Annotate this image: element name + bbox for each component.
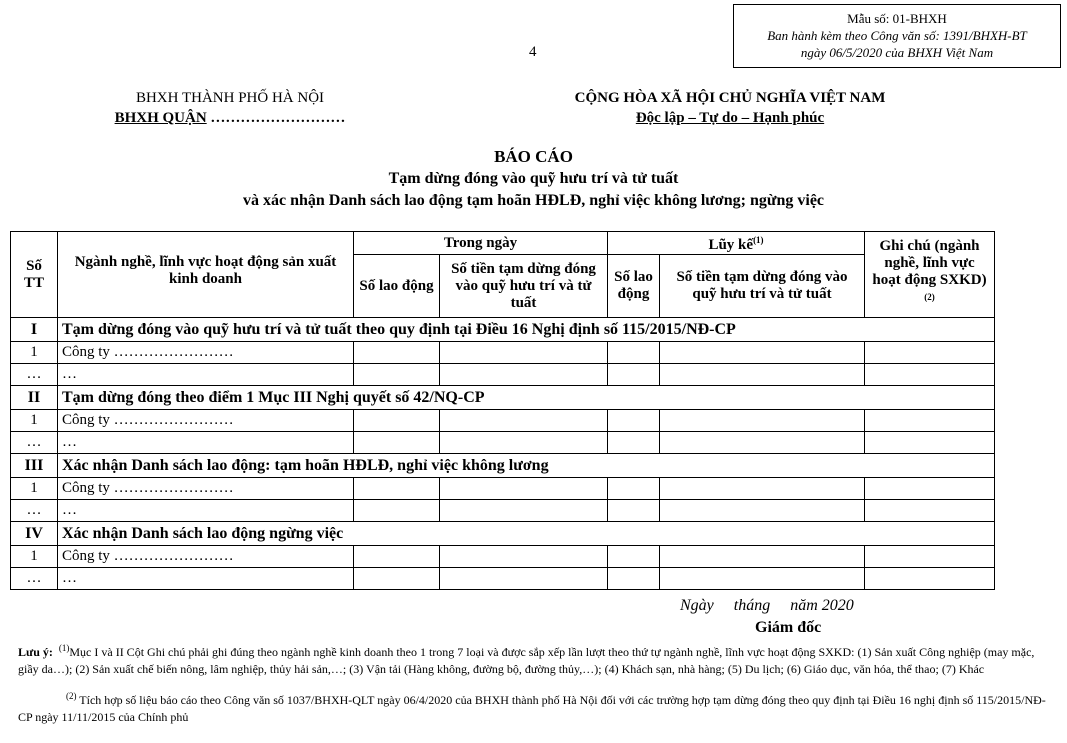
cell-notes bbox=[865, 500, 995, 522]
cell-amount-day bbox=[440, 568, 608, 590]
report-title: BÁO CÁO bbox=[494, 147, 573, 166]
header-notes-label: Ghi chú (ngành nghề, lĩnh vực hoạt động SXKD) bbox=[872, 238, 987, 288]
header-cumulative-label: Lũy kế bbox=[708, 237, 754, 253]
cell-amount-cum bbox=[660, 546, 865, 568]
cell-workers bbox=[354, 410, 440, 432]
row-company: Công ty …………………… bbox=[58, 410, 354, 432]
cell-amount-cum bbox=[660, 410, 865, 432]
cell-amount-day bbox=[440, 500, 608, 522]
report-subtitle-2: và xác nhận Danh sách lao động tạm hoãn HĐLĐ, nghỉ việc không lương; ngừng việc bbox=[242, 192, 825, 209]
cell-workers-cum bbox=[608, 500, 660, 522]
cell-amount-day bbox=[440, 478, 608, 500]
cell-workers bbox=[354, 546, 440, 568]
note-2 bbox=[18, 688, 1058, 726]
note-1-text: Mục I và II Cột Ghi chú phải ghi đúng theo ngành nghề kinh doanh theo 1 trong 7 loại và được sắp xếp lần lượt theo thứ tự ngành nghề, lĩnh vực hoạt động SXKD: (1) Sản xuất Công nghiệp (may mặc, giầy da…); (2) Sản xuất chế biến nông, lâm nghiệp, thủy hải sản,…; (3) Vận tải (Hàng không, đường bộ, đường thủy,…); (4) Khách sạn, nhà hàng; (5) Du lịch; (6) Giáo dục, văn hóa, thể thao; (7) Khác bbox=[18, 645, 1035, 676]
row-company: Công ty …………………… bbox=[58, 478, 354, 500]
country-name: CỘNG HÒA XÃ HỘI CHỦ NGHĨA VIỆT NAM bbox=[574, 90, 886, 106]
cell-workers-cum bbox=[608, 478, 660, 500]
header-workers-cum: Số lao động bbox=[608, 255, 660, 318]
national-header bbox=[520, 88, 940, 128]
notes-block bbox=[18, 640, 1058, 726]
cell-workers bbox=[354, 568, 440, 590]
table-row bbox=[11, 342, 995, 364]
district-agency-label: BHXH QUẬN bbox=[114, 110, 207, 126]
signature-title: Giám đốc bbox=[755, 619, 822, 636]
cell-notes bbox=[865, 432, 995, 454]
row-number: … bbox=[11, 568, 58, 590]
header-industry: Ngành nghề, lĩnh vực hoạt động sản xuất kinh doanh bbox=[58, 232, 354, 318]
parent-agency: BHXH THÀNH PHỐ HÀ NỘI bbox=[135, 90, 325, 106]
district-agency-dots: ……………………… bbox=[206, 110, 346, 126]
row-number: 1 bbox=[11, 410, 58, 432]
row-company: … bbox=[58, 500, 354, 522]
cell-workers-cum bbox=[608, 546, 660, 568]
cell-workers-cum bbox=[608, 410, 660, 432]
form-issued-by: Ban hành kèm theo Công văn số: 1391/BHXH-BT bbox=[767, 28, 1027, 43]
table-row bbox=[11, 410, 995, 432]
header-amount-day: Số tiền tạm dừng đóng vào quỹ hưu trí và tử tuất bbox=[440, 255, 608, 318]
cell-amount-cum bbox=[660, 500, 865, 522]
header-workers: Số lao động bbox=[354, 255, 440, 318]
cell-amount-day bbox=[440, 410, 608, 432]
cell-workers bbox=[354, 342, 440, 364]
national-motto: Độc lập – Tự do – Hạnh phúc bbox=[635, 110, 825, 126]
district-agency bbox=[60, 108, 400, 128]
row-number: … bbox=[11, 500, 58, 522]
section-row bbox=[11, 454, 995, 478]
cell-notes bbox=[865, 342, 995, 364]
cell-amount-cum bbox=[660, 364, 865, 386]
table-row bbox=[11, 546, 995, 568]
cell-notes bbox=[865, 410, 995, 432]
row-number: 1 bbox=[11, 478, 58, 500]
row-company: Công ty …………………… bbox=[58, 342, 354, 364]
section-title: Tạm dừng đóng vào quỹ hưu trí và tử tuất theo quy định tại Điều 16 Nghị định số 115/2015/NĐ-CP bbox=[58, 318, 995, 342]
section-row bbox=[11, 386, 995, 410]
form-issued-date: ngày 06/5/2020 của BHXH Việt Nam bbox=[800, 45, 994, 60]
header-notes bbox=[865, 232, 995, 318]
cell-notes bbox=[865, 546, 995, 568]
row-company: … bbox=[58, 364, 354, 386]
cell-amount-day bbox=[440, 364, 608, 386]
cell-workers bbox=[354, 500, 440, 522]
table-row bbox=[11, 478, 995, 500]
row-company: … bbox=[58, 432, 354, 454]
report-title-block bbox=[0, 146, 1067, 212]
section-row bbox=[11, 318, 995, 342]
table-row bbox=[11, 432, 995, 454]
left-header bbox=[60, 88, 400, 128]
cell-amount-day bbox=[440, 546, 608, 568]
page-number: 4 bbox=[529, 44, 537, 60]
cell-notes bbox=[865, 364, 995, 386]
row-number: … bbox=[11, 432, 58, 454]
note-1-sup: (1) bbox=[58, 643, 70, 653]
form-code-box bbox=[733, 4, 1061, 68]
cell-workers-cum bbox=[608, 342, 660, 364]
section-title: Xác nhận Danh sách lao động ngừng việc bbox=[58, 522, 995, 546]
note-2-text: Tích hợp số liệu báo cáo theo Công văn số 1037/BHXH-QLT ngày 06/4/2020 của BHXH thành phố Hà Nội đối với các trường hợp tạm dừng đóng theo quy định tại Điều 16 nghị định số 115/2015/NĐ-CP ngày 11/11/2015 của Chính phủ bbox=[18, 693, 1046, 724]
section-number: II bbox=[11, 386, 58, 410]
section-number: IV bbox=[11, 522, 58, 546]
cell-workers bbox=[354, 478, 440, 500]
cell-amount-cum bbox=[660, 342, 865, 364]
row-number: 1 bbox=[11, 546, 58, 568]
row-number: … bbox=[11, 364, 58, 386]
cell-workers-cum bbox=[608, 364, 660, 386]
section-row bbox=[11, 522, 995, 546]
cell-amount-cum bbox=[660, 568, 865, 590]
notes-label: Lưu ý: bbox=[18, 645, 53, 659]
cell-workers-cum bbox=[608, 432, 660, 454]
header-in-day: Trong ngày bbox=[354, 232, 608, 255]
section-number: I bbox=[11, 318, 58, 342]
section-title: Xác nhận Danh sách lao động: tạm hoãn HĐLĐ, nghỉ việc không lương bbox=[58, 454, 995, 478]
cell-amount-day bbox=[440, 342, 608, 364]
row-company: … bbox=[58, 568, 354, 590]
signature-date: Ngày tháng năm 2020 bbox=[680, 597, 854, 614]
note-1 bbox=[18, 640, 1058, 678]
cell-amount-day bbox=[440, 432, 608, 454]
cell-amount-cum bbox=[660, 432, 865, 454]
table-row bbox=[11, 500, 995, 522]
cell-notes bbox=[865, 478, 995, 500]
report-table bbox=[10, 231, 995, 590]
section-number: III bbox=[11, 454, 58, 478]
row-company: Công ty …………………… bbox=[58, 546, 354, 568]
header-stt: Số TT bbox=[11, 232, 58, 318]
header-amount-cum: Số tiền tạm dừng đóng vào quỹ hưu trí và tử tuất bbox=[660, 255, 865, 318]
form-code: Mẫu số: 01-BHXH bbox=[847, 11, 947, 26]
header-notes-sup: (2) bbox=[924, 292, 935, 302]
header-cumulative-sup: (1) bbox=[753, 235, 764, 245]
section-title: Tạm dừng đóng theo điểm 1 Mục III Nghị quyết số 42/NQ-CP bbox=[58, 386, 995, 410]
table-row bbox=[11, 568, 995, 590]
header-cumulative bbox=[608, 232, 865, 255]
cell-workers bbox=[354, 364, 440, 386]
note-2-sup: (2) bbox=[66, 691, 77, 701]
report-subtitle-1: Tạm dừng đóng vào quỹ hưu trí và tử tuất bbox=[388, 170, 679, 187]
cell-workers-cum bbox=[608, 568, 660, 590]
table-row bbox=[11, 364, 995, 386]
cell-notes bbox=[865, 568, 995, 590]
cell-amount-cum bbox=[660, 478, 865, 500]
cell-workers bbox=[354, 432, 440, 454]
row-number: 1 bbox=[11, 342, 58, 364]
